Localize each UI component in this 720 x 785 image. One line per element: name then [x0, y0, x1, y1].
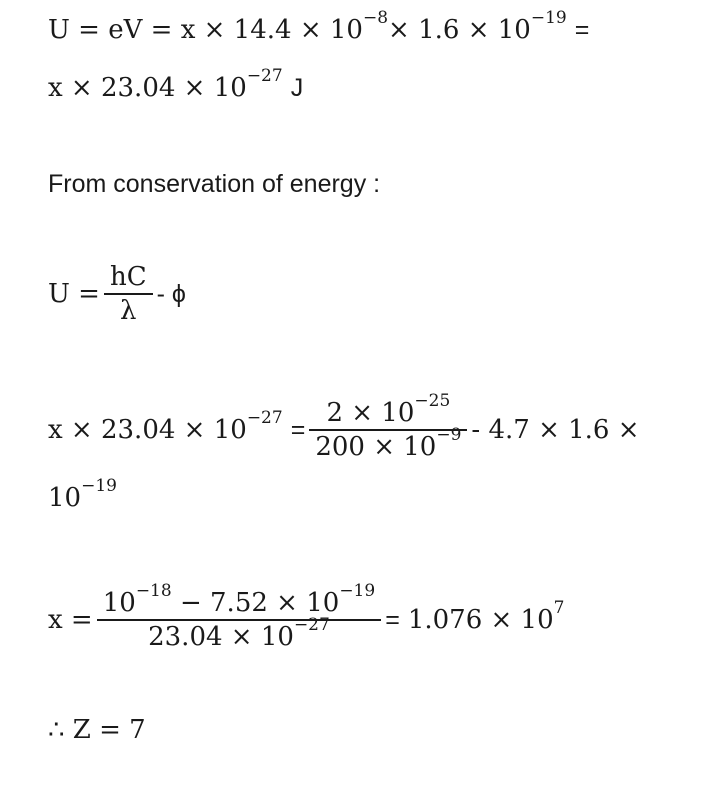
eq4-denominator: λ — [120, 295, 137, 326]
eq7-result: 1.076 × 10 — [407, 605, 554, 635]
eq5-fraction — [309, 391, 467, 463]
eq4-lhs: U = — [48, 279, 100, 309]
eq5-lhs-exp: −27 — [246, 408, 283, 428]
eq7-num-b: − 7.52 × 10 — [171, 588, 340, 619]
equation-substituted — [48, 386, 640, 474]
eq5-tail: - 4.7 × 1.6 × — [471, 415, 640, 445]
eq1-exp2: −19 — [530, 8, 567, 28]
eq7-numerator — [97, 581, 381, 619]
eq1-mid: × 1.6 × 10 — [388, 15, 531, 45]
eq7-denominator — [142, 614, 336, 653]
conclusion-text: ∴ Z = 7 — [48, 715, 146, 745]
eq5-den-text: 200 × 10 — [315, 431, 437, 462]
eq1-equals: = — [574, 15, 590, 44]
eq7-result-exp: 7 — [553, 598, 565, 618]
eq4-fraction — [104, 261, 153, 327]
eq2-text: x × 23.04 × 10 — [48, 73, 247, 103]
eq5-num-text: 2 × 10 — [326, 398, 415, 429]
eq5-lhs: x × 23.04 × 10 — [48, 415, 247, 445]
equation-energy-ev — [48, 8, 589, 52]
eq1-exp1: −8 — [362, 8, 389, 28]
eq4-tail: - ϕ — [156, 279, 186, 308]
eq6-exp: −19 — [81, 476, 117, 496]
equation-continuation — [48, 476, 117, 520]
conservation-heading — [48, 164, 380, 204]
conservation-text: From conservation of energy : — [48, 169, 381, 198]
equation-energy-joules — [48, 66, 303, 110]
eq7-den-text: 23.04 × 10 — [148, 621, 294, 652]
eq7-equals: = — [385, 605, 400, 634]
eq5-num-exp: −25 — [414, 391, 451, 412]
eq2-unit: J — [290, 73, 304, 102]
eq7-num-b-exp: −19 — [339, 581, 376, 602]
eq5-den-exp: −9 — [436, 424, 462, 445]
eq5-equals: = — [290, 415, 306, 444]
eq7-lhs: x = — [48, 605, 93, 635]
eq7-den-exp: −27 — [293, 614, 330, 635]
equation-photoelectric — [48, 252, 186, 336]
eq4-numerator: hC — [109, 262, 147, 293]
equation-solve-x — [48, 576, 564, 664]
conclusion — [48, 708, 146, 752]
eq6-text: 10 — [48, 483, 82, 513]
eq7-num-a-exp: −18 — [135, 581, 172, 602]
eq5-denominator — [309, 424, 467, 463]
eq1-lhs: U = eV = x × 14.4 × 10 — [48, 15, 363, 45]
eq7-fraction — [97, 581, 381, 653]
eq2-exp: −27 — [246, 66, 283, 86]
eq7-num-a: 10 — [102, 588, 136, 619]
